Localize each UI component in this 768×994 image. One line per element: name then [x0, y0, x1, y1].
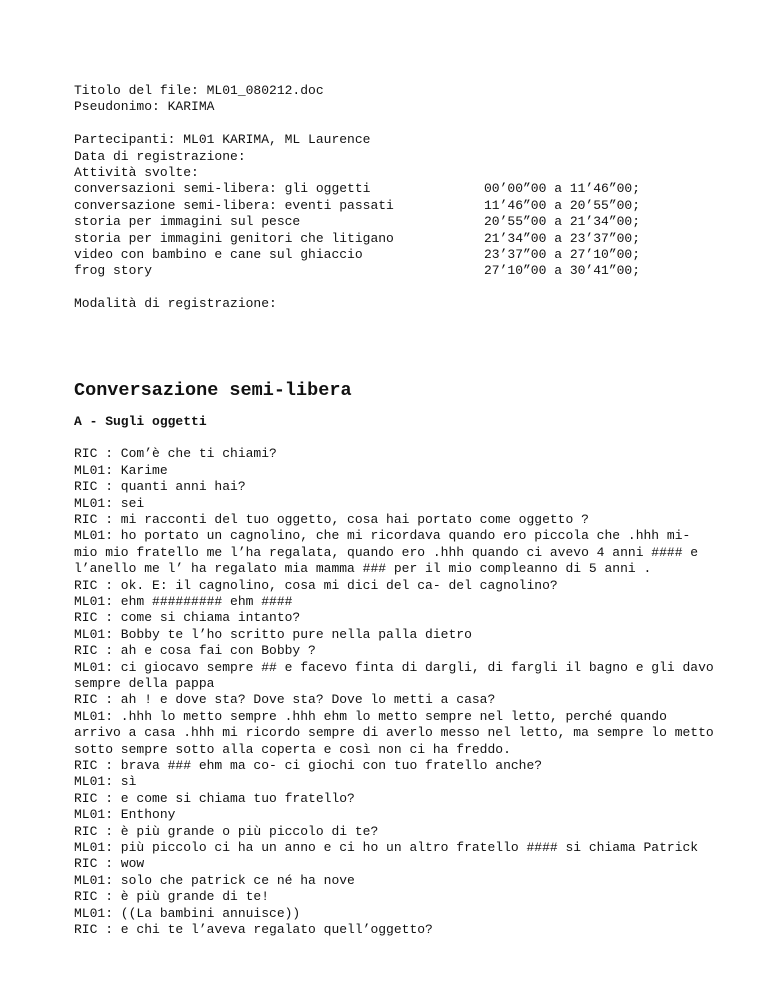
transcript-turn: RIC : brava ### ehm ma co- ci giochi con tuo fratello anche?: [74, 758, 543, 773]
transcript-turn: RIC : come si chiama intanto?: [74, 610, 301, 626]
activity-row: [74, 263, 714, 279]
file-title: Titolo del file: ML01_080212.doc: [74, 83, 324, 98]
spacer: [74, 280, 714, 296]
transcript-turn: RIC : mi racconti del tuo oggetto, cosa hai portato come oggetto ?: [74, 511, 589, 527]
transcript-turn: ML01: Enthony: [74, 807, 176, 823]
activity-name: frog story: [74, 263, 153, 279]
pseudonym: Pseudonimo: KARIMA: [74, 99, 215, 115]
activity-time: 27’10”00 a 30’41”00;: [484, 263, 641, 279]
transcript-turn: ML01: Bobby te l’ho scritto pure nella palla dietro: [74, 626, 472, 642]
transcript-turn: RIC : ah e cosa fai con Bobby ?: [74, 643, 316, 659]
spacer: [74, 116, 714, 132]
transcript-turn: ML01: ehm ######### ehm ####: [74, 593, 293, 609]
transcript-turn: ML01: .hhh lo metto sempre .hhh ehm lo metto sempre nel letto, perché quando arrivo a casa .hhh mi ricordo sempre di averlo messo nel letto, ma sempre lo metto sotto sempre sotto alla coperta e così non ci ha freddo.: [74, 708, 722, 757]
activities-label: Attività svolte:: [74, 164, 199, 180]
transcript-turn: ML01: ((La bambini annuisce)): [74, 905, 301, 921]
transcript: [74, 446, 722, 938]
participants: Partecipanti: ML01 KARIMA, ML Laurence: [74, 132, 371, 148]
transcript-turn: ML01: solo che patrick ce né ha nove: [74, 872, 355, 888]
section-subtitle: A - Sugli oggetti: [74, 413, 207, 429]
section-title: Conversazione semi-libera: [74, 380, 352, 402]
activity-name: conversazioni semi-libera: gli oggetti: [74, 181, 371, 197]
transcript-turn: ML01: ci giocavo sempre ## e facevo finta di dargli, di fargli il bagno e gli davo sempre della pappa: [74, 659, 722, 691]
activity-time: 23’37”00 a 27’10”00;: [484, 246, 641, 262]
activity-time: 00’00”00 a 11’46”00;: [484, 181, 641, 197]
transcript-turn: ML01: ho portato un cagnolino, che mi ricordava quando ero piccola che .hhh mi- mio mio fratello me l’ha regalata, quando ero .hhh quando ci avevo 4 anni #### e l’anello me l’ ha regalato mia mamma ### per il mio compleanno di 5 anni .: [74, 528, 706, 577]
transcript-turn: RIC : è più grande di te!: [74, 889, 270, 905]
transcript-turn: ML01: più piccolo ci ha un anno e ci ho un altro fratello #### si chiama Patrick: [74, 840, 699, 856]
activity-name: video con bambino e cane sul ghiaccio: [74, 246, 363, 262]
recording-date: Data di registrazione:: [74, 148, 246, 164]
activity-name: storia per immagini sul pesce: [74, 214, 301, 230]
activity-row: [74, 247, 714, 263]
transcript-turn: ML01: sei: [74, 495, 145, 511]
activity-name: storia per immagini genitori che litigano: [74, 230, 394, 246]
activity-row: [74, 214, 714, 230]
document-page: [74, 83, 722, 938]
activities-list: [74, 181, 714, 279]
activity-name: conversazione semi-libera: eventi passati: [74, 197, 394, 213]
activity-row: [74, 181, 714, 197]
transcript-turn: RIC : e chi te l’aveva regalato quell’oggetto?: [74, 922, 433, 938]
recording-mode: Modalità di registrazione:: [74, 296, 277, 312]
transcript-turn: RIC : ok. E: il cagnolino, cosa mi dici del ca- del cagnolino?: [74, 577, 558, 593]
transcript-turn: RIC : quanti anni hai?: [74, 479, 246, 495]
transcript-turn: RIC : ah ! e dove sta? Dove sta? Dove lo metti a casa?: [74, 692, 496, 708]
transcript-turn: RIC : e come si chiama tuo fratello?: [74, 790, 355, 806]
transcript-turn: RIC : è più grande o più piccolo di te?: [74, 823, 379, 839]
activity-time: 20’55”00 a 21’34”00;: [484, 214, 641, 230]
transcript-turn: RIC : Com’è che ti chiami?: [74, 446, 277, 462]
activity-row: [74, 231, 714, 247]
transcript-turn: RIC : wow: [74, 856, 145, 872]
activity-time: 21’34”00 a 23’37”00;: [484, 230, 641, 246]
activity-row: [74, 198, 714, 214]
transcript-turn: ML01: sì: [74, 774, 137, 790]
activity-time: 11’46”00 a 20’55”00;: [484, 197, 641, 213]
transcript-turn: ML01: Karime: [74, 462, 168, 478]
